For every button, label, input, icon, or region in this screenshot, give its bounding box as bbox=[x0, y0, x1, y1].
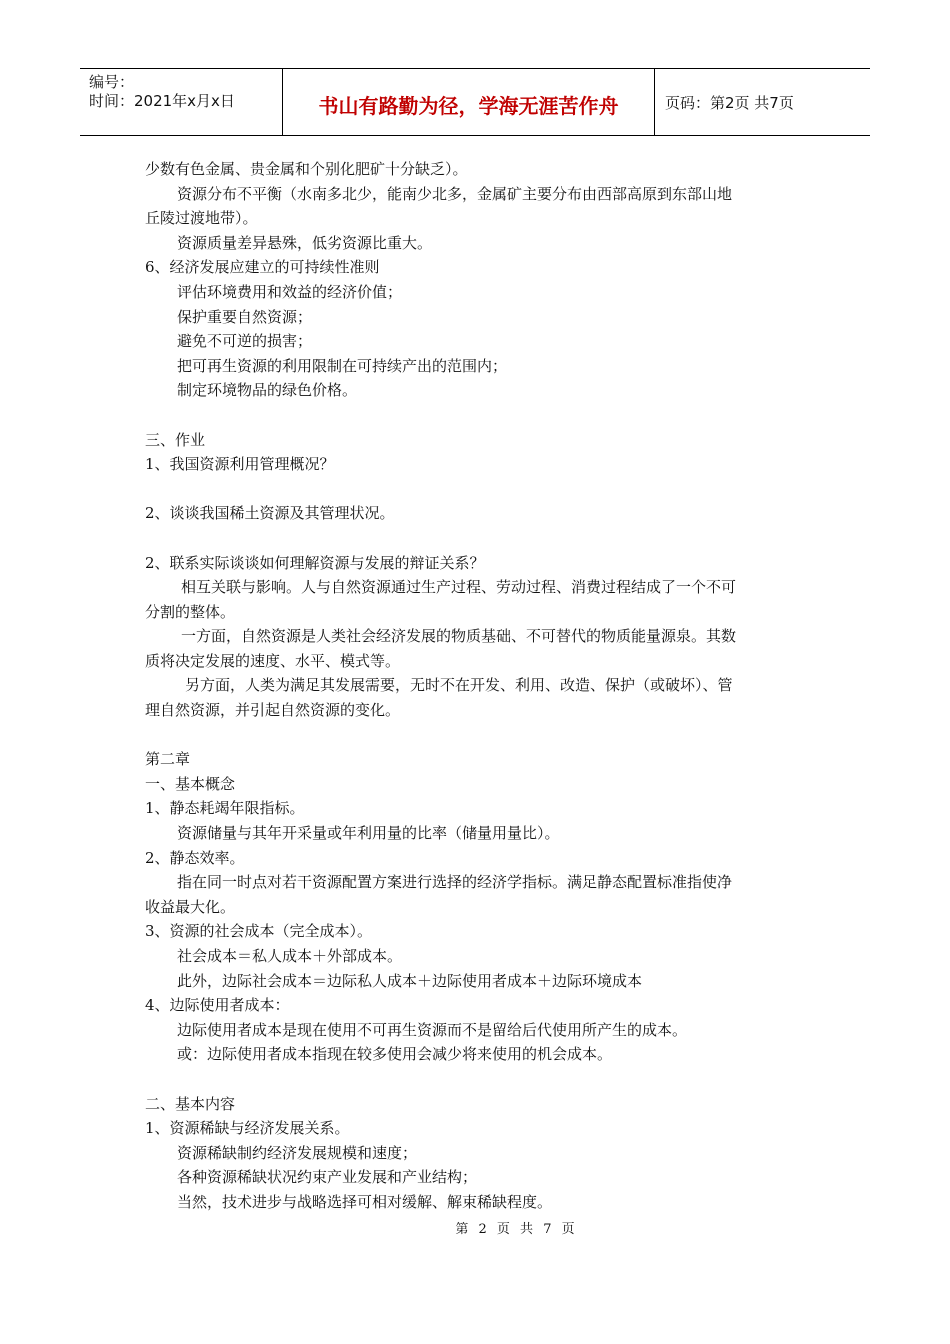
text-line: 把可再生资源的利用限制在可持续产出的范围内； bbox=[177, 356, 508, 375]
text-line: 1、我国资源利用管理概况？ bbox=[145, 455, 335, 474]
blank-line bbox=[145, 403, 810, 428]
blank-line bbox=[145, 1067, 810, 1092]
text-line: 1、资源稀缺与经济发展关系。 bbox=[145, 1119, 350, 1138]
text-line: 质将决定发展的速度、水平、模式等。 bbox=[145, 651, 401, 670]
text-line: 社会成本＝私人成本＋外部成本。 bbox=[177, 947, 403, 965]
text-line: 评估环境费用和效益的经济价值； bbox=[177, 282, 403, 301]
text-line: 相互关联与影响。人与自然资源通过生产过程、劳动过程、消费过程结成了一个不可 bbox=[181, 578, 737, 597]
text-line: 二、基本内容 bbox=[145, 1094, 236, 1113]
text-line: 制定环境物品的绿色价格。 bbox=[177, 381, 358, 400]
text-line: 6、经济发展应建立的可持续性准则 bbox=[145, 258, 380, 277]
text-line: 第二章 bbox=[145, 750, 191, 769]
text-line: 三、作业 bbox=[145, 430, 206, 449]
text-line: 避免不可逆的损害； bbox=[177, 332, 313, 351]
text-line: 3、资源的社会成本（完全成本）。 bbox=[145, 922, 373, 941]
text-line: 另方面，人类为满足其发展需要，无时不在开发、利用、改造、保护（或破坏）、管 bbox=[185, 676, 733, 695]
text-line: 少数有色金属、贵金属和个别化肥矿十分缺乏）。 bbox=[145, 160, 468, 178]
text-line: 一方面，自然资源是人类社会经济发展的物质基础、不可替代的物质能量源泉。其数 bbox=[181, 627, 737, 646]
blank-line bbox=[145, 477, 810, 502]
text-line: 收益最大化。 bbox=[145, 897, 236, 916]
text-line: 丘陵过渡地带）。 bbox=[145, 209, 258, 228]
header-meta bbox=[80, 69, 283, 135]
text-line: 资源稀缺制约经济发展规模和速度； bbox=[177, 1143, 418, 1162]
text-line: 资源质量差异悬殊，低劣资源比重大。 bbox=[177, 233, 433, 252]
page-footer: 第 2 页 共 7 页 bbox=[455, 1222, 575, 1237]
page-header bbox=[80, 68, 870, 136]
text-line: 4、边际使用者成本： bbox=[145, 996, 290, 1015]
blank-line bbox=[145, 723, 810, 748]
text-line: 一、基本概念 bbox=[145, 774, 236, 793]
header-time-label: 时间：2021年x月x日 bbox=[89, 92, 235, 110]
text-line: 分割的整体。 bbox=[145, 602, 236, 621]
text-line: 或：边际使用者成本指现在较多使用会减少将来使用的机会成本。 bbox=[177, 1045, 613, 1064]
text-line: 边际使用者成本是现在使用不可再生资源而不是留给后代使用所产生的成本。 bbox=[177, 1020, 688, 1039]
document-body bbox=[145, 157, 810, 1215]
text-line: 保护重要自然资源； bbox=[177, 307, 313, 326]
text-line: 资源储量与其年开采量或年利用量的比率（储量用量比）。 bbox=[177, 824, 560, 843]
text-line: 指在同一时点对若干资源配置方案进行选择的经济学指标。满足静态配置标准指使净 bbox=[177, 873, 733, 892]
header-number-label: 编号： bbox=[89, 73, 135, 91]
header-page-code: 页码：第2页 共7页 bbox=[665, 93, 794, 112]
text-line: 理自然资源，并引起自然资源的变化。 bbox=[145, 701, 401, 720]
text-line: 2、联系实际谈谈如何理解资源与发展的辩证关系？ bbox=[145, 553, 485, 572]
text-line: 1、静态耗竭年限指标。 bbox=[145, 799, 305, 818]
text-line: 当然，技术进步与战略选择可相对缓解、解束稀缺程度。 bbox=[177, 1192, 553, 1211]
text-line: 2、谈谈我国稀土资源及其管理状况。 bbox=[145, 504, 395, 523]
text-line: 各种资源稀缺状况约束产业发展和产业结构； bbox=[177, 1168, 478, 1187]
text-line: 2、静态效率。 bbox=[145, 848, 245, 867]
text-line: 资源分布不平衡（水南多北少，能南少北多，金属矿主要分布由西部高原到东部山地 bbox=[177, 184, 733, 203]
blank-line bbox=[145, 526, 810, 551]
header-motto: 书山有路勤为径，学海无涯苦作舟 bbox=[283, 69, 655, 135]
text-line: 此外，边际社会成本＝边际私人成本＋边际使用者成本＋边际环境成本 bbox=[177, 971, 643, 990]
